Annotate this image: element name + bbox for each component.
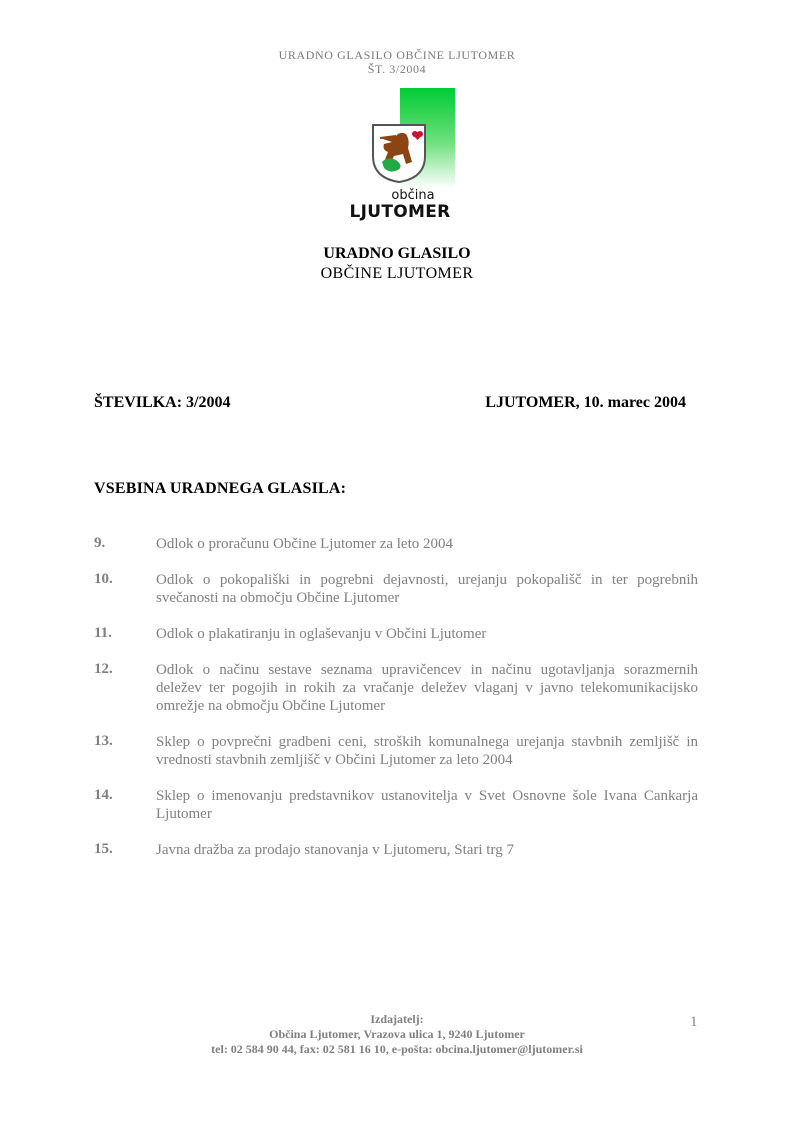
list-item[interactable] [94,841,698,859]
item-text: Sklep o povprečni gradbeni ceni, stroških komunalnega urejanja stavbnih zemljišč in vrednosti stavbnih zemljišč v Občini Ljutomer za leto 2004 [156,734,698,768]
item-text: Odlok o pokopališki in pogrebni dejavnosti, urejanju pokopališč in ter pogrebnih svečanosti na območju Občine Ljutomer [156,572,698,606]
municipality-logo [349,88,458,228]
running-head-line2: ŠT. 3/2004 [367,62,427,76]
title-line1: URADNO GLASILO [323,245,471,262]
page-number: 1 [690,1014,698,1030]
contents-heading: VSEBINA URADNEGA GLASILA: [94,480,347,497]
item-text: Sklep o imenovanju predstavnikov ustanovitelja v Svet Osnovne šole Ivana Cankarja Ljutomer [156,788,698,822]
item-number: 13. [94,733,113,749]
coat-of-arms-icon [370,122,428,184]
logo-subtitle: občina [391,188,435,203]
item-text: Odlok o proračunu Občine Ljutomer za leto 2004 [156,536,453,552]
item-number: 14. [94,787,113,803]
item-number: 15. [94,841,113,857]
issue-number: ŠTEVILKA: 3/2004 [94,394,231,411]
item-number: 12. [94,661,113,677]
running-head-line1: URADNO GLASILO OBČINE LJUTOMER [278,48,516,62]
footer-contact: tel: 02 584 90 44, fax: 02 581 16 10, e-pošta: obcina.ljutomer@ljutomer.si [211,1042,583,1056]
item-text: Odlok o plakatiranju in oglaševanju v Občini Ljutomer [156,626,487,642]
item-number: 9. [94,535,106,551]
footer-publisher-label: Izdajatelj: [370,1012,424,1026]
item-text: Odlok o načinu sestave seznama upravičencev in načinu ugotavljanja sorazmernih deležev ter pogojih in rokih za vračanje deležev vlaganj v javno telekomunikacijsko omrežje na območju Občine Ljutomer [156,662,698,714]
item-text: Javna dražba za prodajo stanovanja v Ljutomeru, Stari trg 7 [156,842,514,858]
footer-address: Občina Ljutomer, Vrazova ulica 1, 9240 Ljutomer [269,1027,525,1041]
item-number: 11. [94,625,112,641]
list-item[interactable] [94,733,698,769]
contents-list [94,535,698,877]
list-item[interactable] [94,787,698,823]
issue-place-date: LJUTOMER, 10. marec 2004 [485,394,686,411]
title-line2: OBČINE LJUTOMER [320,265,474,282]
list-item[interactable] [94,661,698,715]
running-head [0,48,794,76]
list-item[interactable] [94,535,698,553]
logo-title: LJUTOMER [349,202,451,222]
item-number: 10. [94,571,113,587]
document-title [0,244,794,284]
list-item[interactable] [94,571,698,607]
list-item[interactable] [94,625,698,643]
footer [0,1012,794,1057]
